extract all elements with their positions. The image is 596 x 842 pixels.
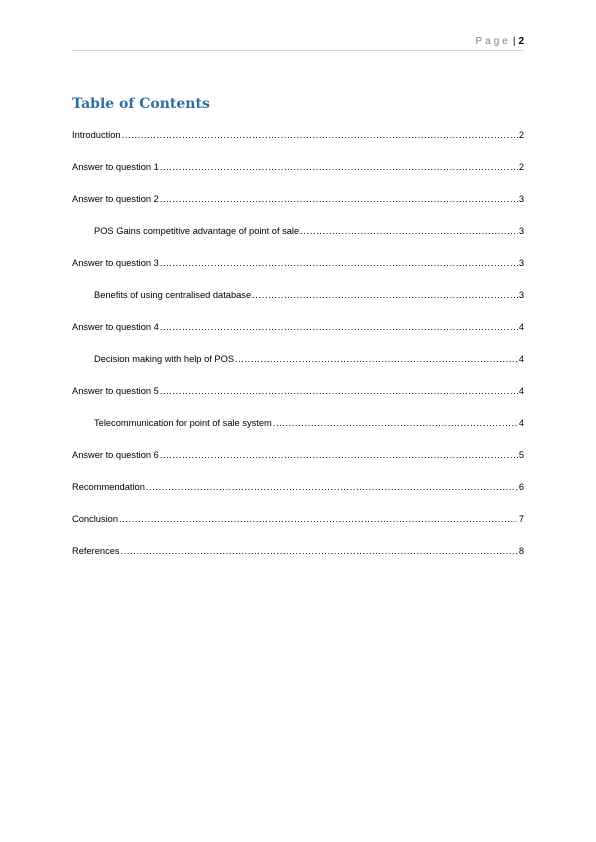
toc-entry-page: 4	[518, 354, 524, 364]
toc-entry-text: Benefits of using centralised database	[94, 290, 252, 300]
toc-entry-answer-3[interactable]	[72, 256, 524, 288]
toc-entry-page: 5	[518, 450, 524, 460]
toc-entry-conclusion[interactable]	[72, 512, 524, 544]
toc-entry-page: 2	[518, 162, 524, 172]
toc-entry-text: Answer to question 3	[72, 258, 159, 268]
toc-leader-dots	[160, 448, 518, 462]
toc-entry-text: Answer to question 5	[72, 386, 159, 396]
toc-entry-text: Answer to question 6	[72, 450, 159, 460]
toc-leader-dots	[160, 192, 518, 206]
toc-entry-text: Answer to question 1	[72, 162, 159, 172]
toc-entry-page: 8	[518, 546, 524, 556]
toc-entry-page: 3	[518, 226, 524, 236]
toc-entry-page: 4	[518, 322, 524, 332]
toc-entry-text: Answer to question 2	[72, 194, 159, 204]
toc-entry-pos-gains[interactable]	[72, 224, 524, 256]
toc-list	[72, 128, 524, 576]
toc-entry-references[interactable]	[72, 544, 524, 576]
toc-leader-dots	[160, 320, 518, 334]
toc-entry-page: 2	[518, 130, 524, 140]
toc-entry-answer-5[interactable]	[72, 384, 524, 416]
toc-entry-text: References	[72, 546, 120, 556]
toc-entry-benefits-database[interactable]	[72, 288, 524, 320]
toc-leader-dots	[119, 512, 518, 526]
toc-leader-dots	[122, 128, 518, 142]
toc-entry-answer-1[interactable]	[72, 160, 524, 192]
toc-leader-dots	[300, 224, 518, 238]
toc-entry-page: 7	[518, 514, 524, 524]
toc-leader-dots	[273, 416, 518, 430]
toc-entry-text: POS Gains competitive advantage of point of sale	[94, 226, 300, 236]
toc-entry-recommendation[interactable]	[72, 480, 524, 512]
toc-leader-dots	[252, 288, 518, 302]
toc-leader-dots	[160, 384, 518, 398]
page-number: 2	[518, 36, 524, 47]
toc-entry-page: 6	[518, 482, 524, 492]
toc-leader-dots	[235, 352, 518, 366]
toc-entry-text: Conclusion	[72, 514, 118, 524]
toc-entry-page: 4	[518, 386, 524, 396]
toc-entry-introduction[interactable]	[72, 128, 524, 160]
toc-entry-text: Answer to question 4	[72, 322, 159, 332]
toc-entry-page: 3	[518, 194, 524, 204]
toc-leader-dots	[146, 480, 518, 494]
toc-entry-text: Telecommunication for point of sale system	[94, 418, 272, 428]
toc-leader-dots	[160, 256, 518, 270]
toc-entry-answer-4[interactable]	[72, 320, 524, 352]
toc-entry-answer-2[interactable]	[72, 192, 524, 224]
toc-leader-dots	[121, 544, 518, 558]
page-label: Page	[475, 36, 511, 47]
toc-entry-page: 3	[518, 258, 524, 268]
toc-entry-text: Recommendation	[72, 482, 145, 492]
page-header	[72, 36, 524, 51]
toc-entry-text: Introduction	[72, 130, 121, 140]
toc-entry-page: 4	[518, 418, 524, 428]
page-separator: |	[512, 36, 516, 47]
toc-title: Table of Contents	[72, 96, 210, 112]
toc-leader-dots	[160, 160, 518, 174]
toc-entry-answer-6[interactable]	[72, 448, 524, 480]
toc-entry-telecommunication[interactable]	[72, 416, 524, 448]
toc-entry-page: 3	[518, 290, 524, 300]
toc-entry-text: Decision making with help of POS	[94, 354, 235, 364]
page-number-indicator	[475, 36, 524, 48]
toc-entry-decision-making[interactable]	[72, 352, 524, 384]
